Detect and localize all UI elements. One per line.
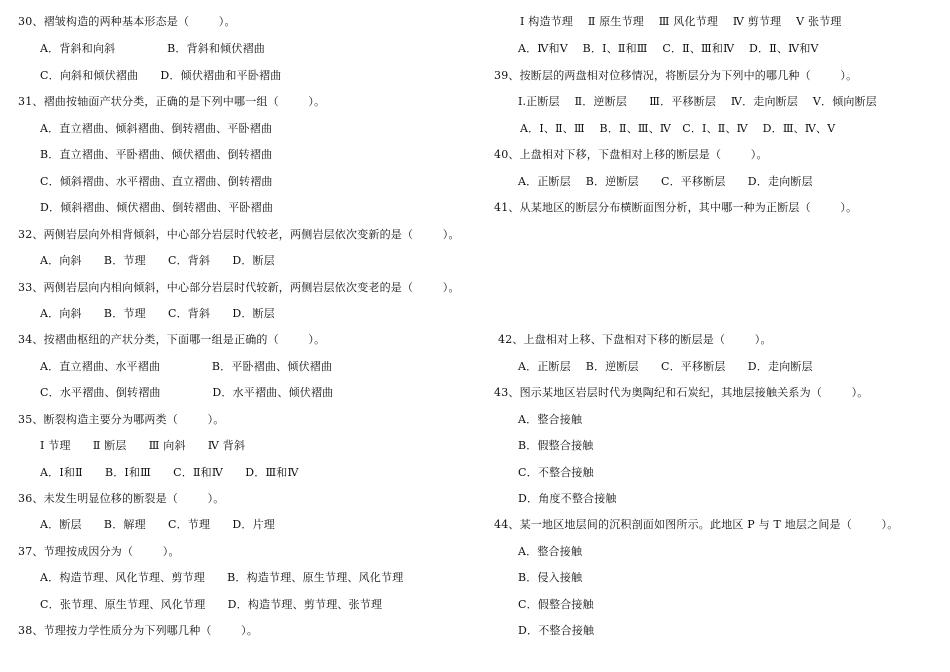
left-line: C．倾斜褶曲、水平褶曲、直立褶曲、倒转褶曲 xyxy=(40,175,273,188)
left-line: 30、褶皱构造的两种基本形态是（ ）。 xyxy=(18,15,236,28)
right-line: Ⅰ 构造节理 Ⅱ 原生节理 Ⅲ 风化节理 Ⅳ 剪节理 Ⅴ 张节理 xyxy=(520,15,842,28)
right-line: 39、按断层的两盘相对位移情况，将断层分为下列中的哪几种（ ）。 xyxy=(494,69,858,82)
right-line: 40、上盘相对下移，下盘相对上移的断层是（ ）。 xyxy=(494,148,768,161)
left-line: C．水平褶曲、倒转褶曲 D．水平褶曲、倾伏褶曲 xyxy=(40,386,334,399)
left-line: A．断层 B．解理 C．节理 D．片理 xyxy=(40,518,276,531)
left-line: C．张节理、原生节理、风化节理 D．构造节理、剪节理、张节理 xyxy=(40,598,383,611)
left-line: Ⅰ 节理 Ⅱ 断层 Ⅲ 向斜 Ⅳ 背斜 xyxy=(40,439,246,452)
left-line: 31、褶曲按轴面产状分类，正确的是下列中哪一组（ ）。 xyxy=(18,95,326,108)
right-line: A．整合接触 xyxy=(518,413,583,426)
left-line: 33、两侧岩层向内相向倾斜，中心部分岩层时代较新，两侧岩层依次变老的是（ ）。 xyxy=(18,281,460,294)
right-line: B．假整合接触 xyxy=(518,439,594,452)
left-line: A．直立褶曲、水平褶曲 B．平卧褶曲、倾伏褶曲 xyxy=(40,360,333,373)
right-line: 41、从某地区的断层分布横断面图分析，其中哪一种为正断层（ ）。 xyxy=(494,201,858,214)
right-line: C．不整合接触 xyxy=(518,466,594,479)
right-line: A．正断层 B．逆断层 C．平移断层 D．走向断层 xyxy=(518,175,813,188)
left-line: B．直立褶曲、平卧褶曲、倾伏褶曲、倒转褶曲 xyxy=(40,148,273,161)
right-line: A．Ⅰ、Ⅱ、Ⅲ B．Ⅱ、Ⅲ、Ⅳ C．Ⅰ、Ⅱ、Ⅳ D．Ⅲ、Ⅳ、Ⅴ xyxy=(520,122,836,135)
left-line: 37、节理按成因分为（ ）。 xyxy=(18,545,180,558)
right-line: A．整合接触 xyxy=(518,545,583,558)
left-line: A．背斜和向斜 B．背斜和倾伏褶曲 xyxy=(40,42,265,55)
right-line: D．不整合接触 xyxy=(518,624,595,637)
right-line: C．假整合接触 xyxy=(518,598,594,611)
left-line: A．向斜 B．节理 C．背斜 D．断层 xyxy=(40,307,276,320)
left-line: 35、断裂构造主要分为哪两类（ ）。 xyxy=(18,413,225,426)
right-line: A．正断层 B．逆断层 C．平移断层 D．走向断层 xyxy=(518,360,813,373)
right-line: A．Ⅳ和Ⅴ B．Ⅰ、Ⅱ和Ⅲ C．Ⅱ、Ⅲ和Ⅳ D．Ⅱ、Ⅳ和Ⅴ xyxy=(518,42,819,55)
left-line: C．向斜和倾伏褶曲 D．倾伏褶曲和平卧褶曲 xyxy=(40,69,282,82)
right-line: 42、上盘相对上移、下盘相对下移的断层是（ ）。 xyxy=(498,333,772,346)
right-line: 43、图示某地区岩层时代为奥陶纪和石炭纪，其地层接触关系为（ ）。 xyxy=(494,386,869,399)
right-line: Ⅰ.正断层 Ⅱ．逆断层 Ⅲ．平移断层 Ⅳ．走向断层 Ⅴ．倾向断层 xyxy=(518,95,877,108)
left-line: 38、节理按力学性质分为下列哪几种（ ）。 xyxy=(18,624,259,637)
right-line: B．侵入接触 xyxy=(518,571,583,584)
left-line: 34、按褶曲枢纽的产状分类，下面哪一组是正确的（ ）。 xyxy=(18,333,326,346)
left-line: 36、未发生明显位移的断裂是（ ）。 xyxy=(18,492,225,505)
left-line: 32、两侧岩层向外相背倾斜，中心部分岩层时代较老，两侧岩层依次变新的是（ ）。 xyxy=(18,228,460,241)
left-line: D．倾斜褶曲、倾伏褶曲、倒转褶曲、平卧褶曲 xyxy=(40,201,274,214)
right-line: 44、某一地区地层间的沉积剖面如图所示。此地区 P 与 T 地层之间是（ ）。 xyxy=(494,518,899,531)
left-line: A．直立褶曲、倾斜褶曲、倒转褶曲、平卧褶曲 xyxy=(40,122,273,135)
left-line: A．向斜 B．节理 C．背斜 D．断层 xyxy=(40,254,276,267)
left-line: A．Ⅰ和Ⅱ B．Ⅰ和Ⅲ C．Ⅱ和Ⅳ D．Ⅲ和Ⅳ xyxy=(40,466,299,479)
left-line: A．构造节理、风化节理、剪节理 B．构造节理、原生节理、风化节理 xyxy=(40,571,404,584)
right-line: D．角度不整合接触 xyxy=(518,492,617,505)
